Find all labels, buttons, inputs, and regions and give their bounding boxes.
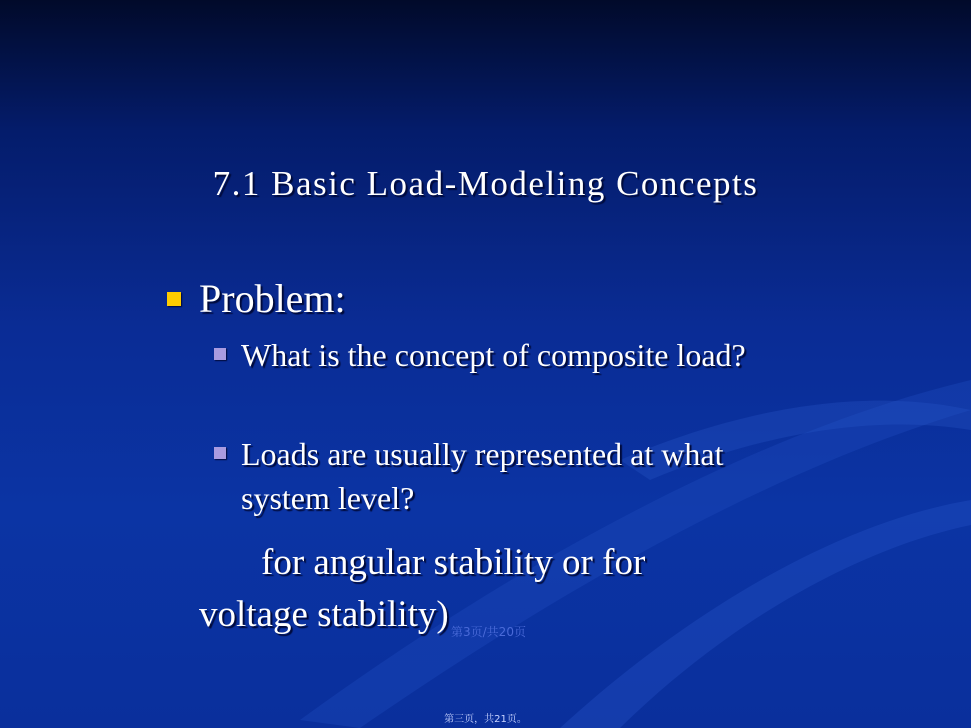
- paragraph-line: for angular stability or for: [261, 542, 646, 583]
- page-counter-overlay: 第3页/共20页: [451, 625, 526, 639]
- bullet-square-icon: [214, 447, 226, 459]
- page-footer: 第三页，共21页。: [444, 714, 527, 725]
- main-bullet: [167, 275, 346, 322]
- main-bullet-text: Problem:: [199, 276, 346, 321]
- bullet-square-icon: [167, 292, 181, 306]
- bullet-square-icon: [214, 348, 226, 360]
- paragraph-line: voltage stability): [199, 594, 449, 635]
- sub-bullet: [214, 333, 814, 377]
- slide-title: 7.1 Basic Load-Modeling Concepts: [212, 164, 759, 203]
- sub-bullet-text: What is the concept of composite load?: [241, 337, 746, 373]
- sub-bullet-text: Loads are usually represented at what system level?: [241, 436, 724, 516]
- sub-bullet: [214, 432, 814, 520]
